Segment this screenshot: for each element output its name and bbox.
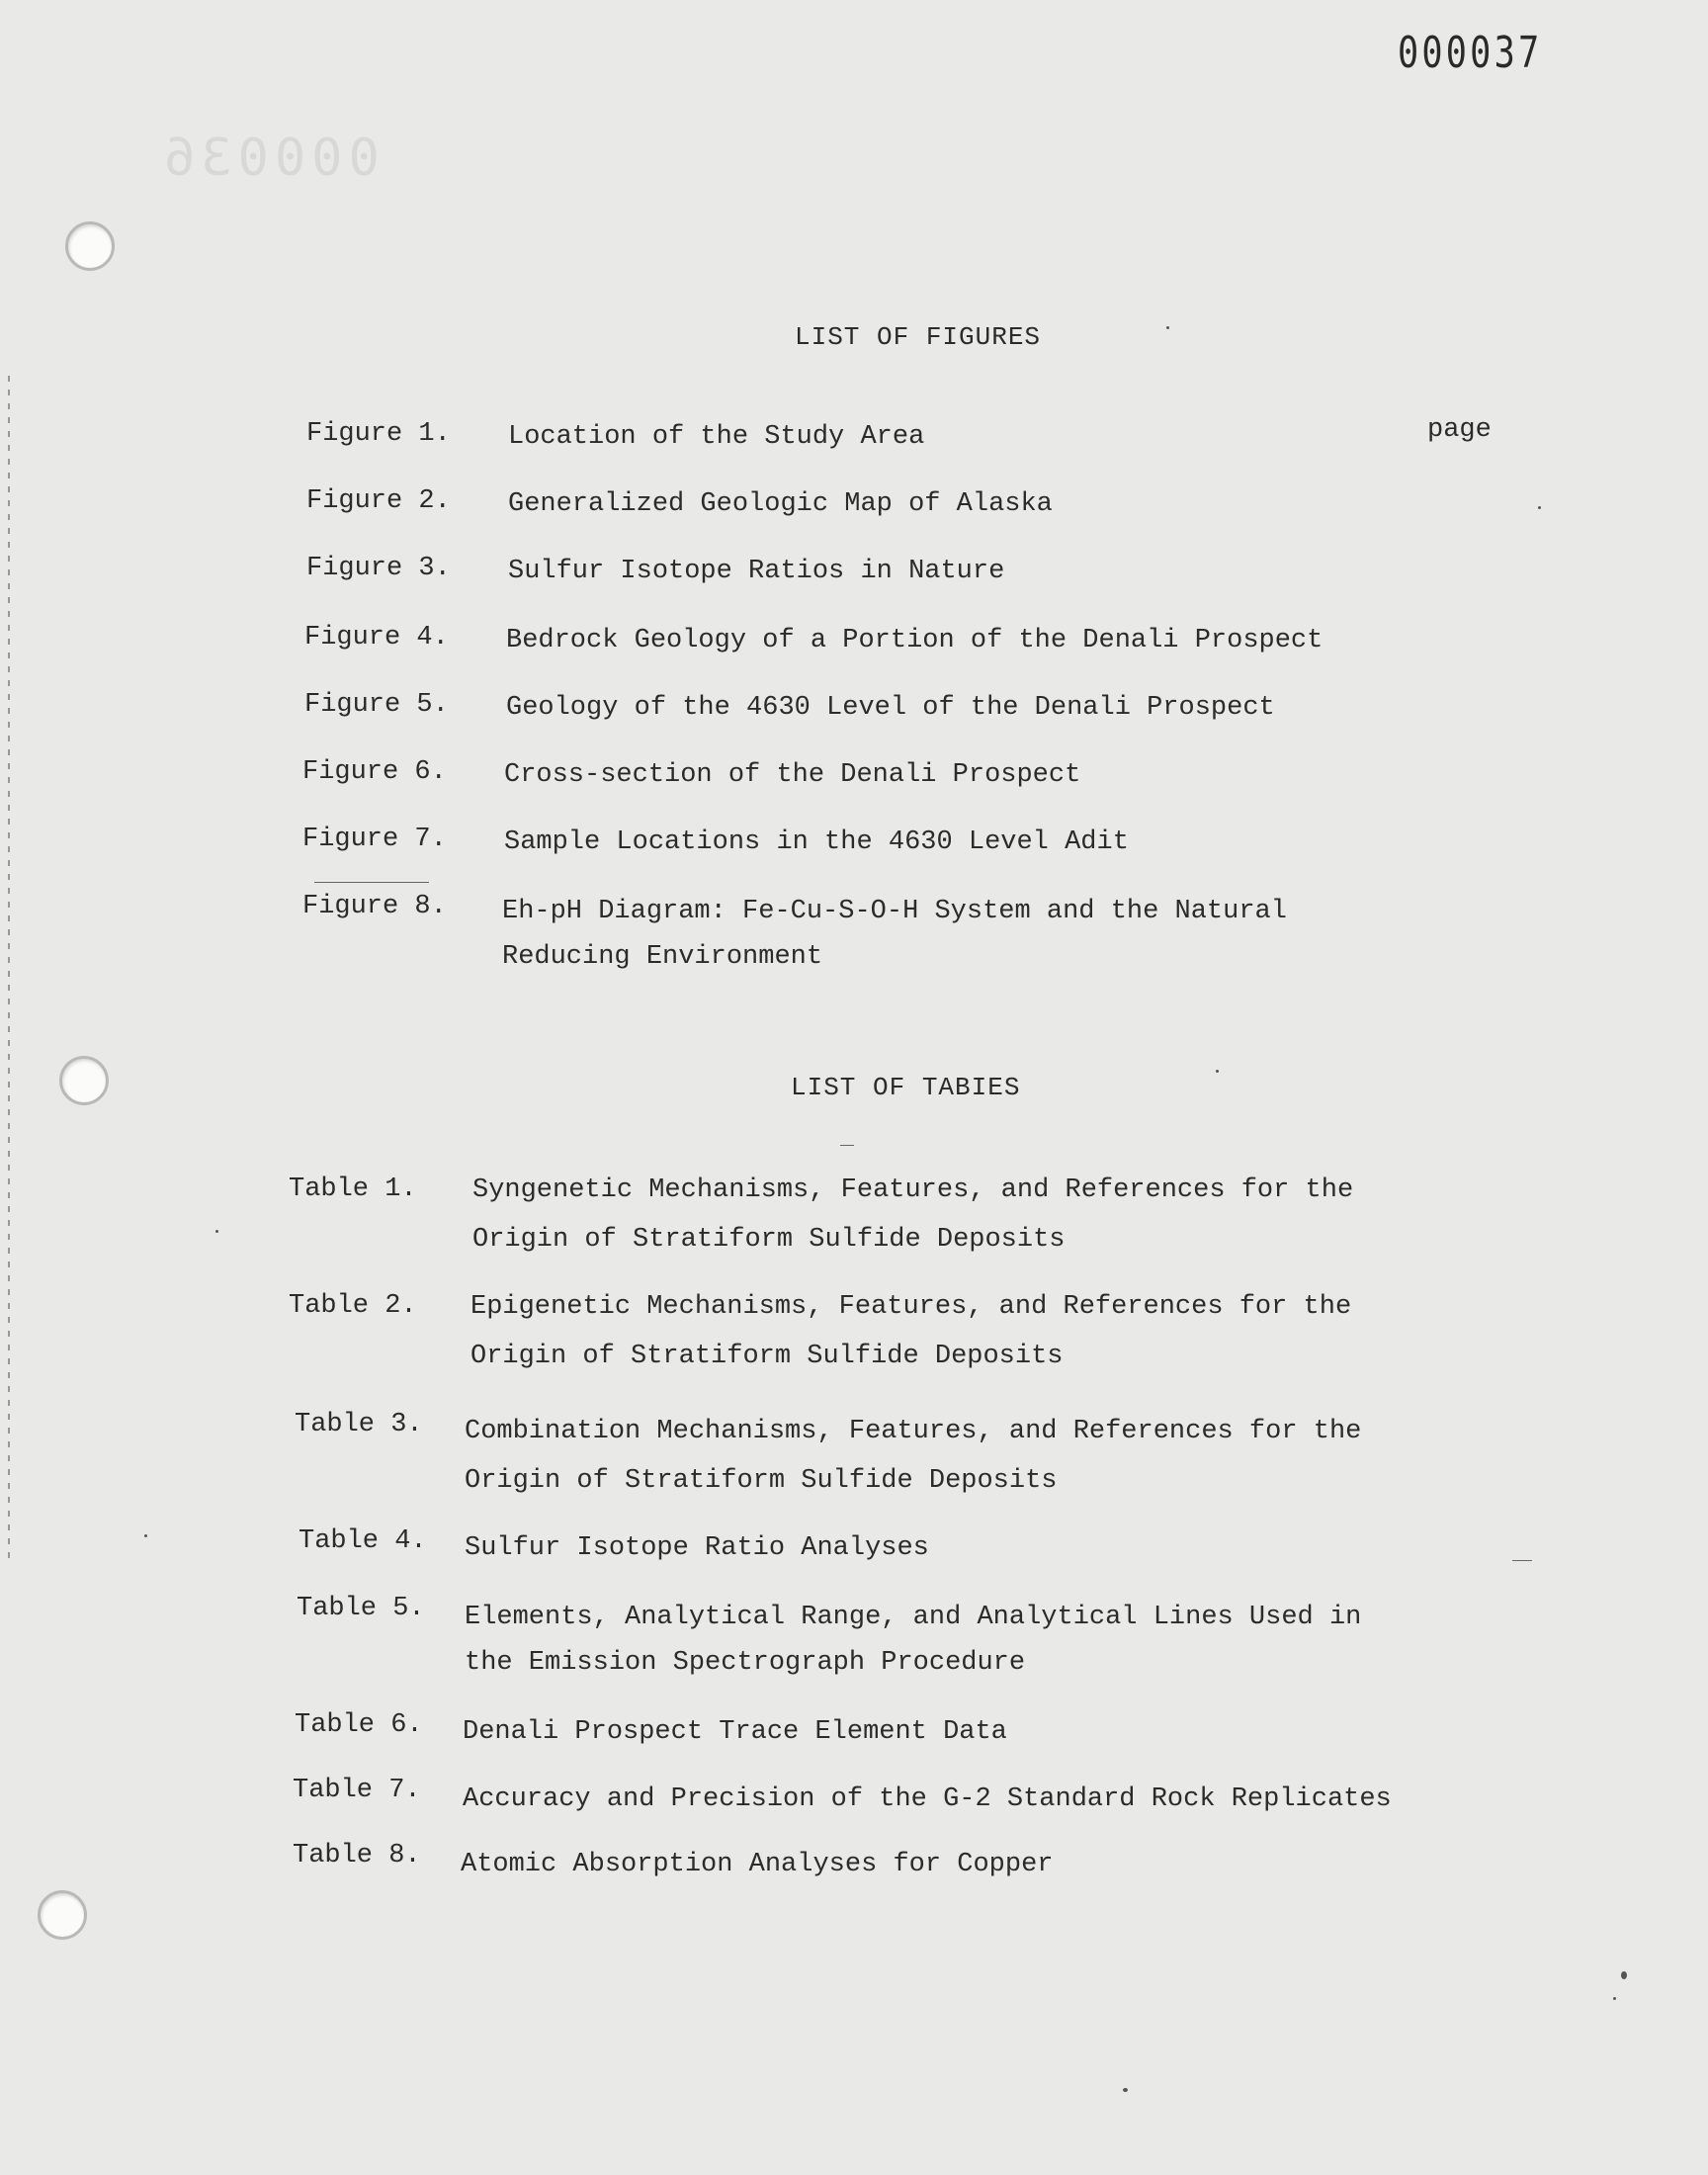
table-number: Table 4. (299, 1526, 427, 1556)
tables-heading: LIST OF TABIES (791, 1073, 1021, 1102)
scan-speck (1216, 1070, 1219, 1073)
table-title: Elements, Analytical Range, and Analytical Lines Used in (465, 1603, 1362, 1632)
figure-number: Figure 5. (304, 690, 449, 720)
page-column-label: page (1427, 415, 1492, 445)
table-number: Table 3. (295, 1410, 423, 1439)
table-title-continued: Origin of Stratiform Sulfide Deposits (465, 1466, 1058, 1496)
figure-number: Figure 7. (302, 825, 447, 854)
figure-title: Generalized Geologic Map of Alaska (508, 489, 1053, 519)
table-title: Sulfur Isotope Ratio Analyses (465, 1533, 929, 1563)
bleed-through-stamp: 000036 (158, 129, 380, 188)
page-number-stamp: 000037 (1398, 28, 1543, 78)
punch-hole-middle (59, 1056, 109, 1105)
figure-number: Figure 8. (302, 892, 447, 921)
figure-number: Figure 2. (306, 486, 451, 516)
table-title: Syngenetic Mechanisms, Features, and References for the (472, 1175, 1354, 1205)
figures-heading: LIST OF FIGURES (795, 322, 1042, 352)
table-title-continued: Origin of Stratiform Sulfide Deposits (472, 1225, 1066, 1255)
scan-speck (1166, 326, 1169, 329)
scan-speck (1123, 2088, 1128, 2092)
table-number: Table 7. (293, 1776, 421, 1805)
scan-mark (1512, 1560, 1532, 1561)
figure-number: Figure 4. (304, 623, 449, 652)
table-title-continued: the Emission Spectrograph Procedure (465, 1648, 1026, 1678)
figure-title-continued: Reducing Environment (502, 942, 823, 972)
scan-mark (840, 1145, 854, 1146)
table-title-continued: Origin of Stratiform Sulfide Deposits (470, 1342, 1064, 1371)
table-number: Table 6. (295, 1710, 423, 1740)
table-title: Denali Prospect Trace Element Data (463, 1717, 1007, 1747)
table-number: Table 8. (293, 1841, 421, 1870)
scan-speck (1538, 506, 1541, 509)
scan-speck (215, 1230, 218, 1233)
figure-title: Cross-section of the Denali Prospect (504, 760, 1081, 790)
table-number: Table 2. (289, 1291, 417, 1321)
figure-title: Sample Locations in the 4630 Level Adit (504, 827, 1129, 857)
pencil-mark (314, 882, 429, 883)
table-title: Combination Mechanisms, Features, and References for the (465, 1417, 1362, 1446)
figure-title: Eh-pH Diagram: Fe-Cu-S-O-H System and the Natural (502, 897, 1287, 926)
figure-title: Bedrock Geology of a Portion of the Denali Prospect (506, 626, 1324, 655)
table-number: Table 5. (297, 1594, 425, 1623)
punch-hole-top (65, 221, 115, 271)
figure-number: Figure 6. (302, 757, 447, 787)
table-title: Atomic Absorption Analyses for Copper (461, 1850, 1054, 1879)
figure-title: Geology of the 4630 Level of the Denali Prospect (506, 693, 1275, 723)
table-title: Epigenetic Mechanisms, Features, and References for the (470, 1292, 1352, 1322)
figure-title: Sulfur Isotope Ratios in Nature (508, 557, 1005, 586)
figure-title: Location of the Study Area (508, 422, 925, 452)
scan-speck (144, 1534, 147, 1537)
table-title: Accuracy and Precision of the G-2 Standard Rock Replicates (463, 1784, 1392, 1814)
punch-hole-bottom (38, 1890, 87, 1940)
figure-number: Figure 3. (306, 554, 451, 583)
figure-number: Figure 1. (306, 419, 451, 449)
table-number: Table 1. (289, 1174, 417, 1204)
scan-speck (1613, 1997, 1616, 2000)
scan-margin-line (8, 376, 10, 1562)
scan-speck (1621, 1971, 1627, 1979)
